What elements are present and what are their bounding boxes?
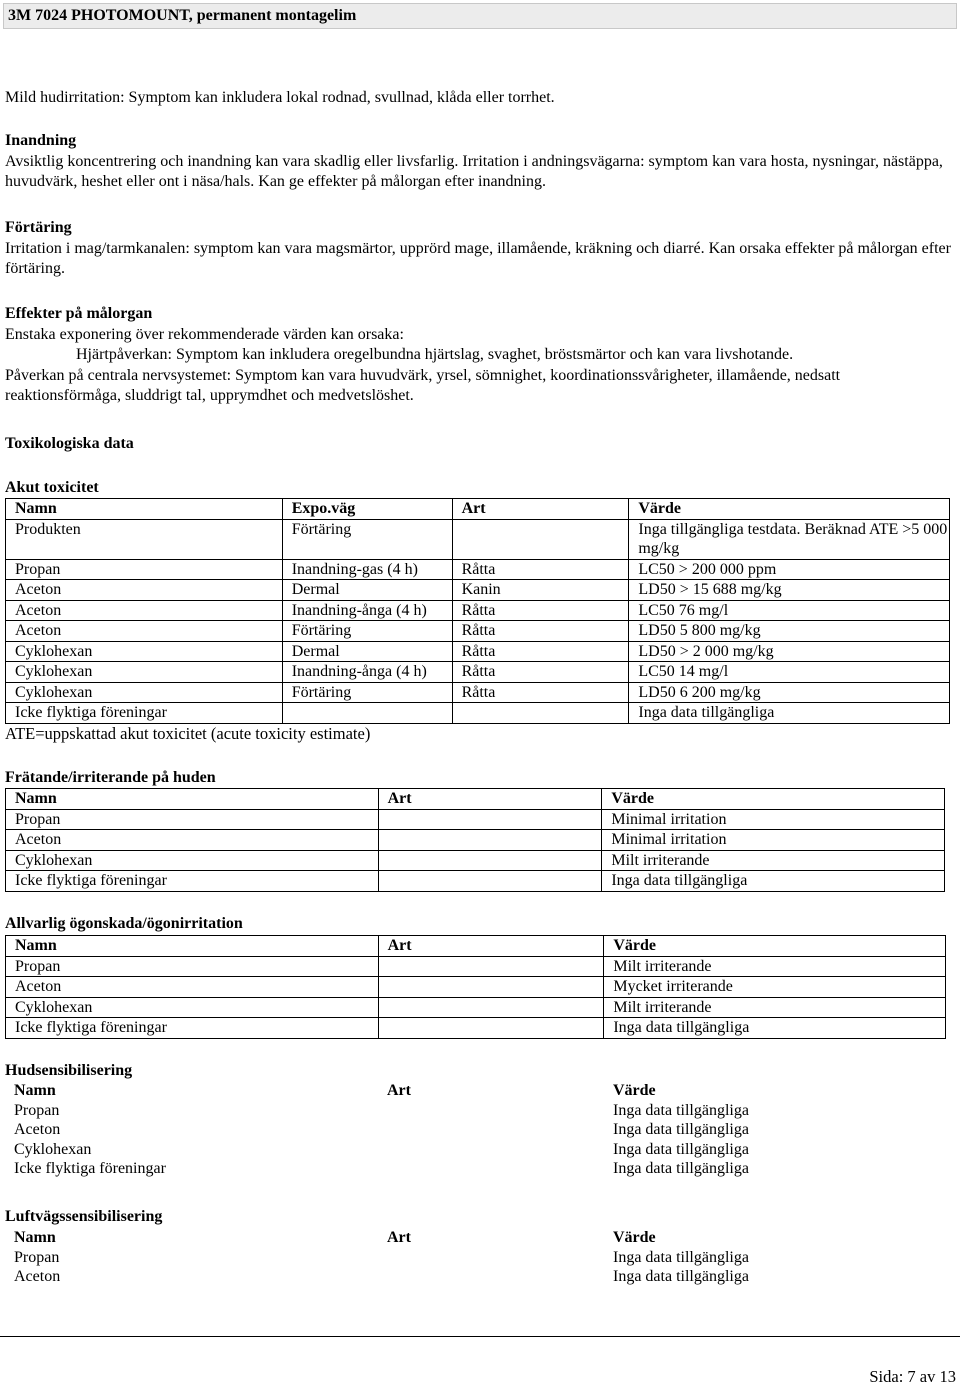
table-cell: Förtäring	[282, 621, 452, 642]
skin-sensitisation-table	[5, 1081, 945, 1179]
table-cell: Cyklohexan	[14, 1140, 92, 1158]
table-cell: Cyklohexan	[6, 641, 283, 662]
table-cell: Milt irriterande	[604, 997, 946, 1018]
skin-corrosion-heading: Frätande/irriterande på huden	[5, 769, 216, 786]
table-row	[6, 977, 946, 998]
respiratory-sensitisation-table	[5, 1228, 945, 1287]
column-header: Namn	[14, 1082, 56, 1099]
table-cell: Inga data tillgängliga	[629, 703, 950, 724]
table-cell: Minimal irritation	[602, 809, 945, 830]
table-cell: Inga data tillgängliga	[613, 1121, 749, 1138]
column-header: Art	[378, 789, 602, 810]
table-cell: Cyklohexan	[6, 682, 283, 703]
inhalation-heading: Inandning	[5, 132, 77, 149]
table-cell: Icke flyktiga föreningar	[6, 1018, 379, 1039]
table-row	[6, 662, 950, 683]
acute-toxicity-heading: Akut toxicitet	[5, 479, 99, 496]
ingestion-section	[5, 218, 955, 280]
table-cell: Förtäring	[282, 682, 452, 703]
table-cell: Minimal irritation	[602, 830, 945, 851]
table-cell: Aceton	[14, 1268, 61, 1285]
table-cell: LC50 76 mg/l	[629, 600, 950, 621]
table-cell	[282, 703, 452, 724]
table-cell: Aceton	[6, 977, 379, 998]
table-cell: Inga data tillgängliga	[604, 1018, 946, 1039]
table-cell	[378, 1248, 604, 1268]
table-cell: Aceton	[14, 1121, 61, 1138]
table-cell	[378, 871, 602, 892]
table-cell	[452, 519, 629, 559]
table-row	[6, 956, 946, 977]
column-header: Namn	[14, 1229, 56, 1246]
table-cell: Aceton	[6, 621, 283, 642]
table-cell	[378, 809, 602, 830]
table-cell	[378, 850, 602, 871]
table-cell: Milt irriterande	[604, 956, 946, 977]
table-cell: Dermal	[282, 641, 452, 662]
table-row	[6, 850, 945, 871]
table-header-row	[5, 1228, 945, 1248]
table-cell: Cyklohexan	[6, 662, 283, 683]
table-row	[6, 703, 950, 724]
table-cell: Icke flyktiga föreningar	[6, 703, 283, 724]
table-row	[6, 600, 950, 621]
column-header: Värde	[602, 789, 945, 810]
table-cell: LD50 6 200 mg/kg	[629, 682, 950, 703]
table-cell: LD50 5 800 mg/kg	[629, 621, 950, 642]
table-cell: Kanin	[452, 580, 629, 601]
column-header: Värde	[613, 1082, 656, 1099]
skin-corrosion-table	[5, 788, 945, 892]
acute-toxicity-table	[5, 498, 950, 724]
table-cell: Råtta	[452, 662, 629, 683]
table-header-row	[6, 936, 946, 957]
table-cell: LC50 14 mg/l	[629, 662, 950, 683]
table-cell: LD50 > 15 688 mg/kg	[629, 580, 950, 601]
table-cell: Propan	[6, 809, 379, 830]
table-cell	[452, 703, 629, 724]
table-row	[6, 641, 950, 662]
column-header: Värde	[629, 499, 950, 520]
table-cell: Inga data tillgängliga	[613, 1160, 749, 1177]
table-cell: Råtta	[452, 621, 629, 642]
table-row	[5, 1248, 945, 1268]
table-cell: Propan	[6, 559, 283, 580]
table-cell: Råtta	[452, 641, 629, 662]
table-cell: Icke flyktiga föreningar	[14, 1160, 166, 1177]
table-row	[5, 1101, 945, 1121]
target-organ-heading: Effekter på målorgan	[5, 305, 153, 322]
table-cell	[378, 1101, 604, 1121]
table-row	[6, 809, 945, 830]
table-cell: Inga data tillgängliga	[613, 1248, 749, 1266]
page-number: Sida: 7 av 13	[869, 1367, 956, 1386]
column-header: Namn	[6, 789, 379, 810]
column-header: Art	[387, 1082, 411, 1099]
column-header: Värde	[613, 1229, 656, 1246]
eye-damage-table	[5, 935, 946, 1039]
table-cell: Aceton	[6, 580, 283, 601]
table-cell: Inga tillgängliga testdata. Beräknad ATE >5 000 mg/kg	[629, 519, 950, 559]
target-organ-line1: Enstaka exponering över rekommenderade värden kan orsaka:	[5, 325, 404, 343]
table-cell: Aceton	[6, 600, 283, 621]
table-cell: Produkten	[6, 519, 283, 559]
skin-sensitisation-heading: Hudsensibilisering	[5, 1062, 133, 1079]
table-cell	[378, 1018, 604, 1039]
table-cell	[378, 997, 604, 1018]
table-cell: Propan	[14, 1248, 60, 1266]
table-cell: Inga data tillgängliga	[613, 1268, 749, 1285]
table-cell: Inga data tillgängliga	[602, 871, 945, 892]
table-row	[6, 621, 950, 642]
table-cell: Cyklohexan	[6, 997, 379, 1018]
table-cell: Dermal	[282, 580, 452, 601]
table-cell: Milt irriterande	[602, 850, 945, 871]
table-cell: Råtta	[452, 682, 629, 703]
ingestion-text: Irritation i mag/tarmkanalen: symptom kan vara magsmärtor, upprörd mage, illamående, kräkning och diarré. Kan orsaka effekter på målorgan efter förtäring.	[5, 239, 951, 277]
column-header: Namn	[6, 936, 379, 957]
footer-divider	[0, 1336, 960, 1337]
table-row	[5, 1267, 945, 1287]
document-title: 3M 7024 PHOTOMOUNT, permanent montagelim	[8, 7, 357, 24]
target-organ-line2: Hjärtpåverkan: Symptom kan inkludera oregelbundna hjärtslag, svaghet, bröstsmärtor och kan vara livshotande.	[76, 346, 794, 363]
table-cell: Propan	[14, 1101, 60, 1119]
table-header-row	[5, 1081, 945, 1101]
column-header: Värde	[604, 936, 946, 957]
table-row	[6, 871, 945, 892]
skin-irritation-line: Mild hudirritation: Symptom kan inkludera lokal rodnad, svullnad, klåda eller torrhet.	[5, 89, 555, 106]
table-cell: Råtta	[452, 600, 629, 621]
table-row	[6, 580, 950, 601]
respiratory-sensitisation-heading: Luftvägssensibilisering	[5, 1208, 163, 1225]
table-row	[6, 997, 946, 1018]
table-row	[5, 1120, 945, 1140]
table-cell: Mycket irriterande	[604, 977, 946, 998]
table-cell: Cyklohexan	[6, 850, 379, 871]
table-cell	[378, 1120, 604, 1140]
column-header: Art	[378, 936, 604, 957]
table-cell: LD50 > 2 000 mg/kg	[629, 641, 950, 662]
table-cell: Icke flyktiga föreningar	[6, 871, 379, 892]
table-cell	[378, 1159, 604, 1179]
table-cell: Inandning-gas (4 h)	[282, 559, 452, 580]
table-row	[6, 519, 950, 559]
ingestion-heading: Förtäring	[5, 219, 72, 236]
target-organ-section	[5, 304, 955, 407]
inhalation-text: Avsiktlig koncentrering och inandning kan vara skadlig eller livsfarlig. Irritation i andningsvägarna: symptom kan vara hosta, nysningar, nästäppa, huvudvärk, heshet eller ont i näsa/hals. Kan ge effekter på målorgan efter inandning.	[5, 152, 943, 190]
table-cell: Råtta	[452, 559, 629, 580]
table-row	[6, 559, 950, 580]
table-row	[5, 1159, 945, 1179]
table-cell: Propan	[6, 956, 379, 977]
eye-damage-heading: Allvarlig ögonskada/ögonirritation	[5, 915, 243, 932]
column-header: Art	[452, 499, 629, 520]
table-cell	[378, 956, 604, 977]
target-organ-line3: Påverkan på centrala nervsystemet: Symptom kan vara huvudvärk, yrsel, sömnighet, koordinationssvårigheter, illamående, nedsatt reaktionsförmåga, sluddrigt tal, upprymdhet och medvetslöshet.	[5, 366, 841, 404]
intro-section	[5, 88, 955, 109]
table-cell: Inandning-ånga (4 h)	[282, 600, 452, 621]
table-cell	[378, 1267, 604, 1287]
inhalation-section	[5, 131, 955, 193]
table-header-row	[6, 789, 945, 810]
column-header: Expo.väg	[282, 499, 452, 520]
table-cell: Förtäring	[282, 519, 452, 559]
tox-data-heading: Toxikologiska data	[5, 435, 134, 452]
table-cell: Aceton	[6, 830, 379, 851]
document-header	[3, 3, 957, 29]
table-row	[6, 830, 945, 851]
table-cell: Inga data tillgängliga	[613, 1140, 749, 1158]
table-cell	[378, 977, 604, 998]
ate-note: ATE=uppskattad akut toxicitet (acute toxicity estimate)	[5, 724, 371, 743]
table-cell	[378, 1140, 604, 1160]
table-cell: Inga data tillgängliga	[613, 1101, 749, 1119]
column-header: Namn	[6, 499, 283, 520]
table-row	[5, 1140, 945, 1160]
table-cell: Inandning-ånga (4 h)	[282, 662, 452, 683]
table-cell: LC50 > 200 000 ppm	[629, 559, 950, 580]
table-cell	[378, 830, 602, 851]
table-header-row	[6, 499, 950, 520]
table-row	[6, 1018, 946, 1039]
column-header: Art	[387, 1229, 411, 1246]
table-row	[6, 682, 950, 703]
